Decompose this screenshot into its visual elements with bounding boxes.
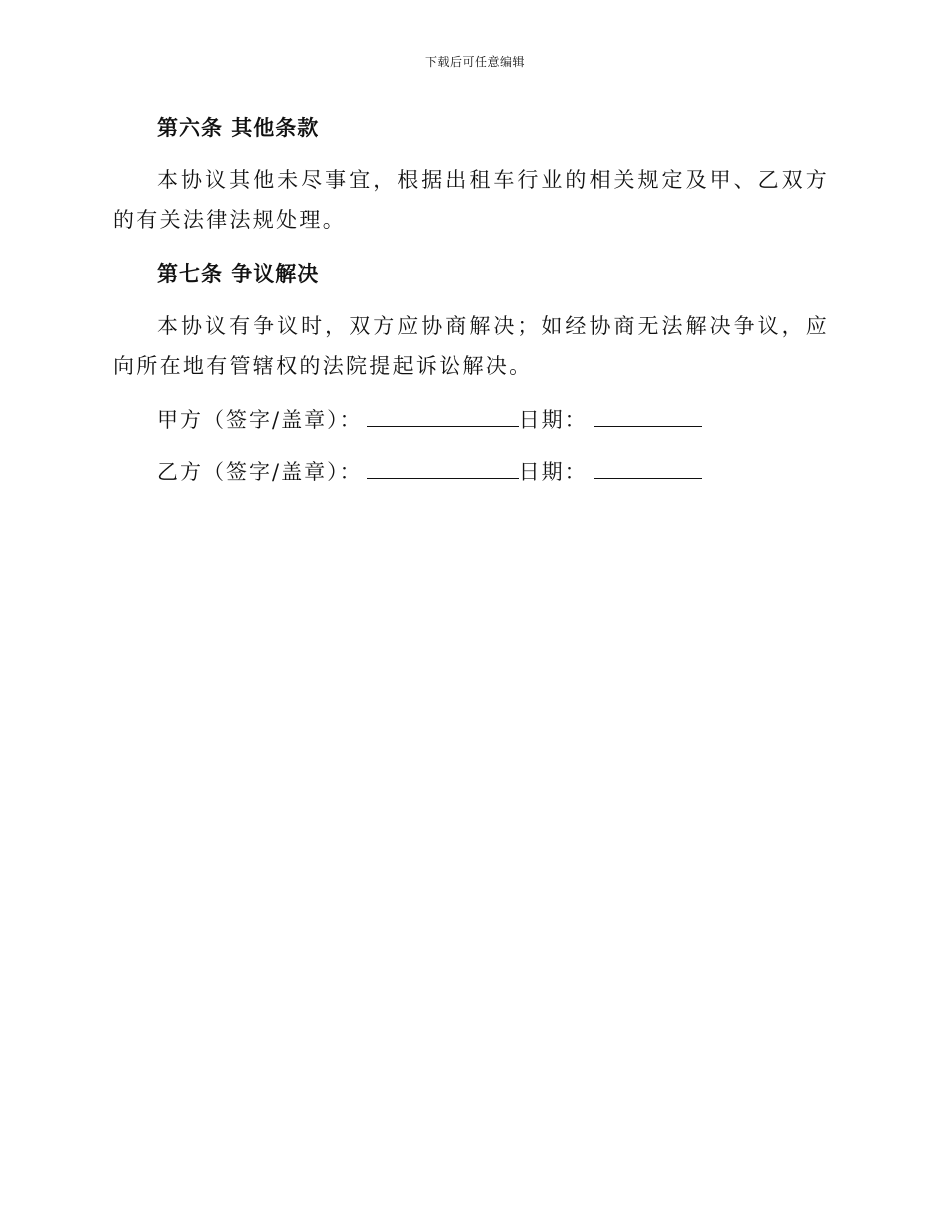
page-header: 下载后可任意编辑 [424, 55, 525, 69]
party-a-date-blank [594, 404, 702, 427]
article-6-title: 第六条 其他条款 [157, 116, 320, 140]
signature-line-party-b [113, 452, 829, 504]
party-b-signature-blank [367, 456, 519, 479]
article-6-body: 本协议其他未尽事宜，根据出租车行业的相关规定及甲、乙双方的有关法律法规处理。 [113, 168, 829, 232]
article-7-title: 第七条 争议解决 [157, 262, 320, 286]
document-body [113, 108, 829, 504]
party-b-label: 乙方（签字/盖章）： [157, 460, 363, 484]
article-7-body: 本协议有争议时，双方应协商解决；如经协商无法解决争议，应向所在地有管辖权的法院提起诉讼解决。 [113, 314, 829, 378]
party-a-date-label: 日期： [518, 408, 588, 432]
party-a-signature-blank [367, 404, 519, 427]
party-a-label: 甲方（签字/盖章）： [157, 408, 363, 432]
signature-line-party-a [113, 400, 829, 452]
party-b-date-blank [594, 456, 702, 479]
party-b-date-label: 日期： [518, 460, 588, 484]
